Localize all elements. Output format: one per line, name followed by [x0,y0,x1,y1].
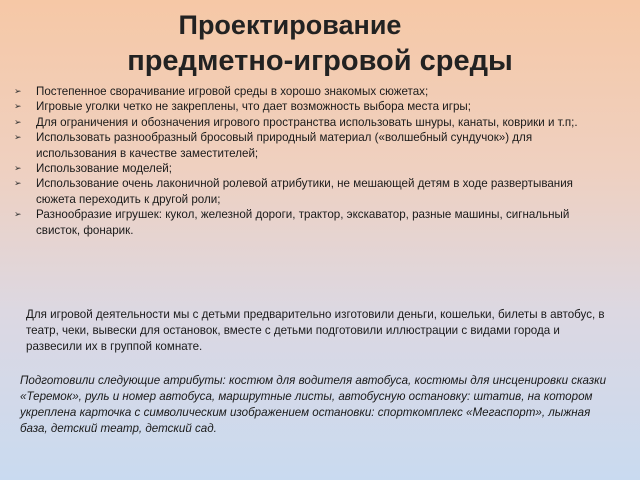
arrow-bullet-icon: ➢ [14,86,22,96]
title-line-1: Проектирование [178,10,402,40]
arrow-bullet-icon: ➢ [14,163,22,174]
arrow-bullet-icon: ➢ [14,116,22,127]
bullet-item [14,99,614,114]
preparation-paragraph: Для игровой деятельности мы с детьми предварительно изготовили деньги, кошельки, билеты в автобус, в театр, чеки, вывески для остановок, вместе с детьми подготовили иллюстрации с видами города и развесили их в группой комнате. [26,308,605,353]
arrow-bullet-icon: ➢ [14,101,22,112]
bullet-text: Постепенное сворачивание игровой среды в хорошо знакомых сюжетах; [36,85,429,98]
bullet-text: Игровые уголки четко не закреплены, что дает возможность выбора места игры; [36,100,471,114]
arrow-bullet-icon: ➢ [14,178,22,189]
bullet-list [14,84,614,238]
bullet-item [14,207,614,238]
slide-title [0,10,640,78]
bullet-text: Использование моделей; [36,162,172,176]
bullet-item [14,84,614,99]
bullet-text: Использование очень лаконичной ролевой атрибутики, не мешающей детям в ходе развертывания сюжета переходить к другой роли; [36,177,573,206]
arrow-bullet-icon: ➢ [14,209,22,220]
title-line-2: предметно-игровой среды [127,45,513,77]
bullet-item [14,161,614,176]
attributes-paragraph: Подготовили следующие атрибуты: костюм для водителя автобуса, костюмы для инсценировки сказки «Теремок», руль и номер автобуса, маршрутные листы, автобусную остановку: штатив, на котором укреплена карточка с символическим изображением остановки: спорткомплекс «Мегаспорт», лыжная база, детский театр, детский сад. [20,374,607,435]
bullet-text: Разнообразие игрушек: кукол, железной дороги, трактор, экскаватор, разные машины, сигнальный свисток, фонарик. [36,208,570,237]
bullet-item [14,130,614,161]
bullet-item [14,176,614,207]
bullet-text: Для ограничения и обозначения игрового пространства использовать шнуры, канаты, коврики и т.п;. [36,115,578,129]
bullet-text: Использовать разнообразный бросовый природный материал («волшебный сундучок») для использования в качестве заместителей; [36,131,533,160]
bullet-item [14,115,614,130]
arrow-bullet-icon: ➢ [14,132,22,143]
